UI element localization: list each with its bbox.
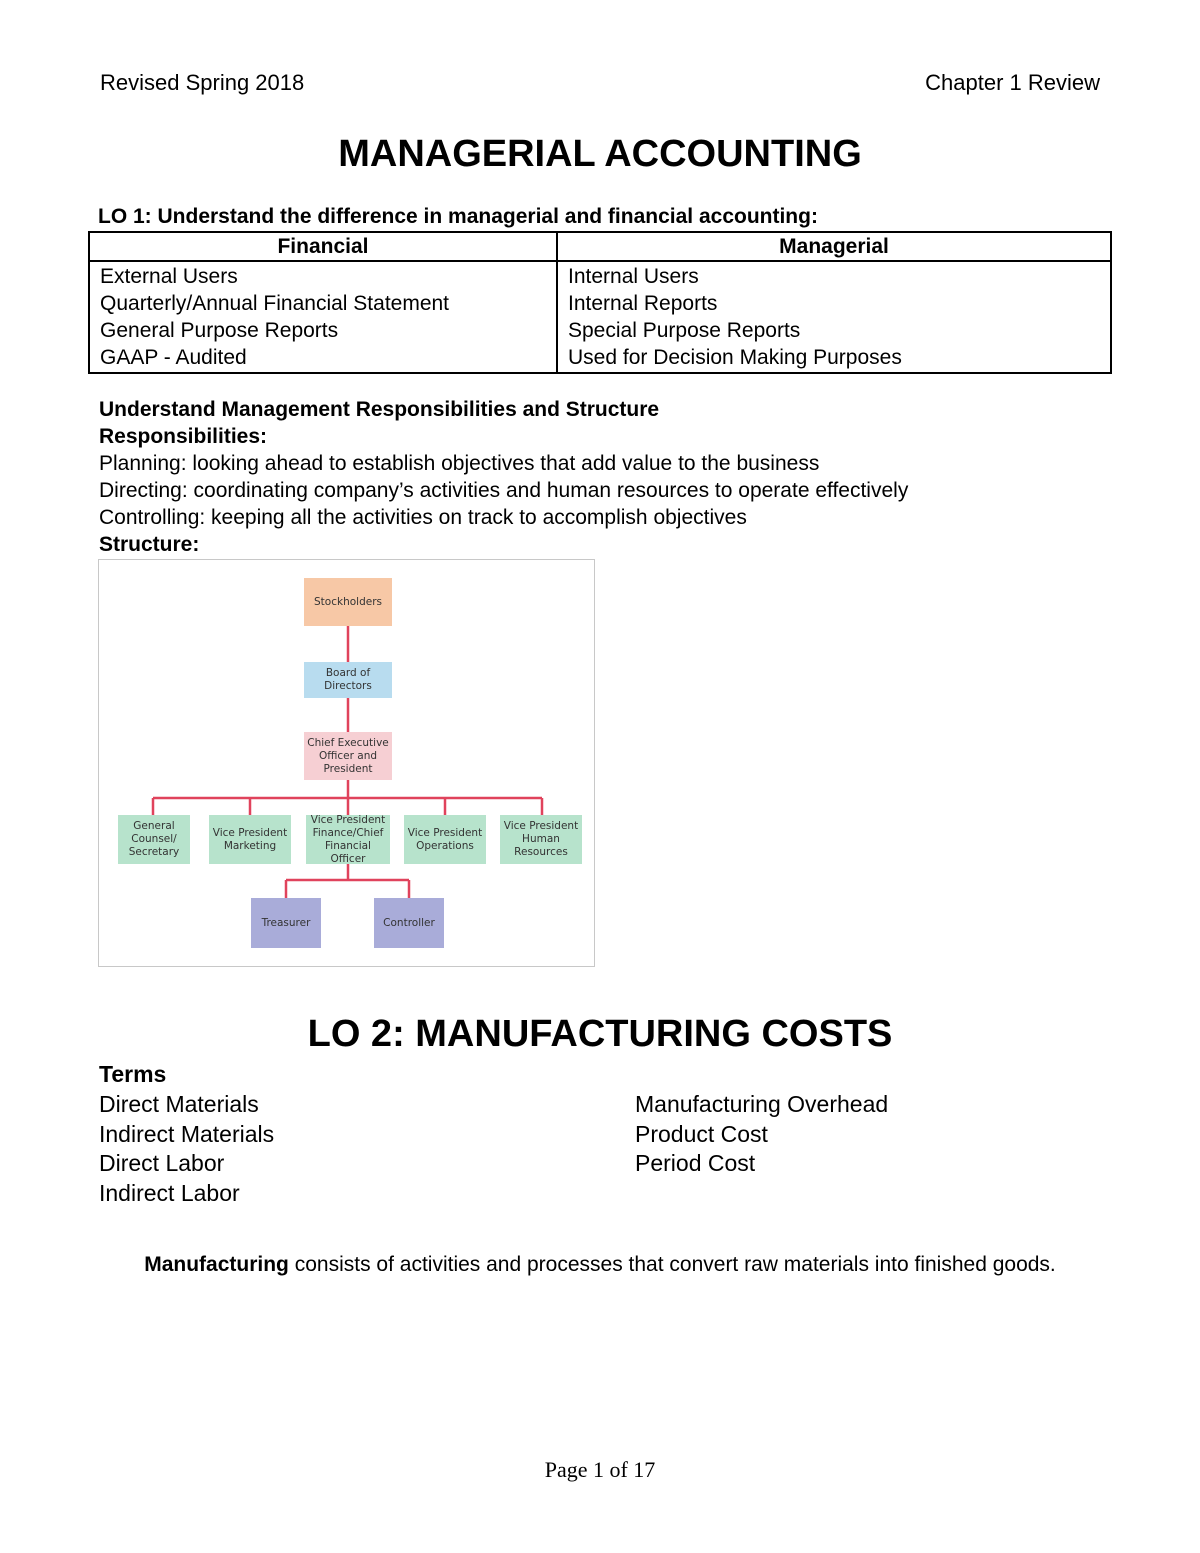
financial-column-cell [89, 261, 557, 373]
list-item: Indirect Labor [99, 1179, 240, 1206]
responsibility-controlling: Controlling: keeping all the activities on track to accomplish objectives [99, 506, 747, 529]
table-row [89, 261, 1111, 373]
list-item: Direct Materials [99, 1091, 259, 1117]
org-box-vp-human-resources: Vice President Human Resources [500, 815, 582, 864]
page-number: Page 1 of 17 [544, 1457, 656, 1482]
comparison-table [88, 231, 1112, 374]
org-box-ceo: Chief Executive Officer and President [304, 732, 392, 780]
management-heading: Understand Management Responsibilities and Structure [99, 398, 660, 421]
responsibility-planning: Planning: looking ahead to establish objectives that add value to the business [99, 452, 820, 475]
org-box-general-counsel: General Counsel/ Secretary [118, 815, 190, 864]
org-chart [98, 559, 595, 967]
list-item: Direct Labor [99, 1150, 225, 1176]
terms-label: Terms [99, 1061, 167, 1087]
header-right: Chapter 1 Review [925, 70, 1100, 95]
list-item: Manufacturing Overhead [635, 1091, 889, 1117]
table-cell: General Purpose Reports [100, 319, 339, 342]
org-box-controller: Controller [374, 898, 444, 948]
org-box-vp-finance: Vice President Finance/Chief Financial Officer [306, 815, 390, 864]
table-cell: Internal Reports [568, 292, 718, 315]
lo1-heading: LO 1: Understand the difference in managerial and financial accounting: [98, 205, 818, 228]
table-header-financial: Financial [89, 232, 557, 261]
org-box-stockholders: Stockholders [304, 578, 392, 626]
structure-label: Structure: [99, 533, 200, 556]
managerial-column-cell [557, 261, 1111, 373]
management-section [99, 396, 908, 558]
page-title: MANAGERIAL ACCOUNTING [338, 133, 862, 175]
table-cell: GAAP - Audited [100, 346, 247, 369]
list-item: Product Cost [635, 1120, 768, 1147]
responsibilities-label: Responsibilities: [99, 425, 268, 448]
org-box-vp-operations: Vice President Operations [404, 815, 486, 864]
header-left: Revised Spring 2018 [100, 70, 305, 95]
list-item: Period Cost [635, 1150, 756, 1176]
table-header-managerial: Managerial [557, 232, 1111, 261]
lo2-title: LO 2: MANUFACTURING COSTS [307, 1013, 893, 1055]
org-box-treasurer: Treasurer [251, 898, 321, 948]
table-cell: Internal Users [568, 265, 699, 288]
table-cell: Used for Decision Making Purposes [568, 346, 902, 369]
table-cell: Special Purpose Reports [568, 319, 801, 342]
org-box-vp-marketing: Vice President Marketing [209, 815, 291, 864]
table-cell: Quarterly/Annual Financial Statement [100, 292, 450, 315]
manufacturing-paragraph [120, 1250, 1080, 1279]
manufacturing-definition: consists of activities and processes that convert raw materials into finished goods. [288, 1253, 1056, 1276]
terms-left-list [99, 1090, 274, 1208]
list-item: Indirect Materials [99, 1120, 275, 1147]
table-cell: External Users [100, 265, 238, 288]
responsibility-directing: Directing: coordinating company’s activities and human resources to operate effectively [99, 479, 909, 502]
terms-right-list [635, 1090, 888, 1179]
org-box-board: Board of Directors [304, 662, 392, 698]
manufacturing-term: Manufacturing [144, 1253, 289, 1276]
